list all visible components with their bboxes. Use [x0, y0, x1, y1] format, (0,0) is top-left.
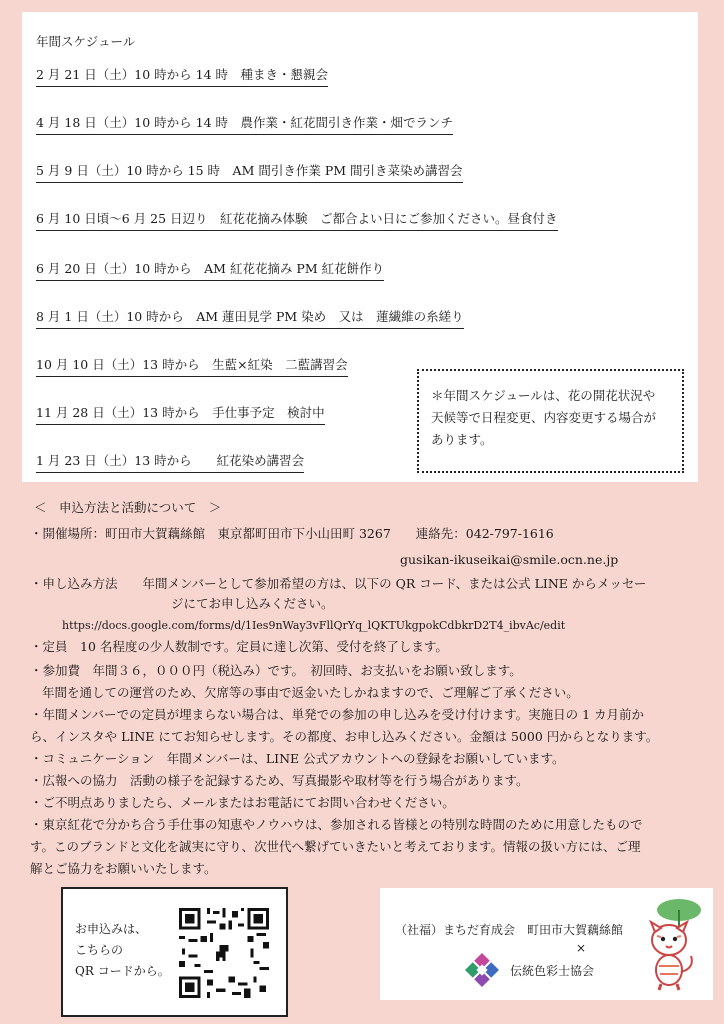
communication-line: ・コミュニケーション 年間メンバーは、LINE 公式アカウントへの登録をお願いしています。 — [30, 751, 565, 766]
inquiry-line: ・ご不明点ありましたら、メールまたはお電話にてお問い合わせください。 — [30, 795, 455, 810]
schedule-title: 年間スケジュール — [36, 34, 136, 49]
single-entry-line: ・年間メンバーでの定員が埋まらない場合は、単発での参加の申し込みを受け付けます。実施日の 1 カ月前か — [30, 707, 645, 722]
publicity-line: ・広報への協力 活動の様子を記録するため、写真撮影や取材等を行う場合があります。 — [30, 773, 529, 788]
schedule-item: 2 月 21 日（土）10 時から 14 時 種まき・懇親会 — [36, 67, 328, 87]
schedule-item: 6 月 10 日頃〜6 月 25 日辺り 紅花花摘み体験 ご都合よい日にご参加ください。昼食付き — [36, 211, 558, 231]
note-line: 天候等で日程変更、内容変更する場合が — [431, 410, 657, 425]
qr-caption-line: こちらの — [75, 943, 124, 957]
qr-box — [61, 887, 288, 1017]
association-logo-icon — [464, 952, 500, 988]
brand-line: ・東京紅花で分かち合う手仕事の知恵やノウハウは、参加される皆様との特別な時間のために用意したもので — [30, 817, 643, 832]
association-name: 伝統色彩士協会 — [510, 964, 595, 978]
schedule-note — [417, 369, 684, 473]
qr-caption-line: QR コードから。 — [75, 964, 170, 978]
single-entry-line: ら、インスタや LINE にてお知らせします。その都度、お申し込みください。金額は 5000 円からとなります。 — [30, 729, 659, 744]
section-heading: ＜ 申込方法と活動について ＞ — [34, 500, 222, 515]
note-line: ＊年間スケジュールは、花の開花状況や — [431, 388, 656, 403]
fee-note-line: 年間を通しての運営のため、欠席等の事由で返金いたしかねますので、ご理解ご了承ください。 — [42, 685, 579, 700]
schedule-item: 1 月 23 日（土）13 時から 紅花染め講習会 — [36, 453, 304, 473]
organization-name: （社福）まちだ育成会 町田市大賀藕絲館 — [395, 923, 624, 937]
organization-box — [380, 888, 713, 1000]
brand-line: 解とご協力をお願いいたします。 — [30, 861, 217, 876]
schedule-item: 10 月 10 日（土）13 時から 生藍×紅染 二藍講習会 — [36, 357, 348, 377]
qr-caption — [75, 919, 170, 982]
schedule-item: 8 月 1 日（土）10 時から AM 蓮田見学 PM 染め 又は 蓮繊維の糸縒り — [36, 309, 464, 329]
qr-caption-line: お申込みは、 — [75, 922, 148, 936]
email-address[interactable]: gusikan-ikuseikai@smile.ocn.ne.jp — [400, 552, 619, 567]
note-line: あります。 — [431, 432, 493, 447]
apply-method-line: ジにてお申し込みください。 — [171, 596, 334, 611]
brand-line: す。このブランドと文化を誠実に守り、次世代へ繋げていきたいと考えております。情報の扱い方には、ご理 — [30, 839, 641, 854]
schedule-item: 4 月 18 日（土）10 時から 14 時 農作業・紅花間引き作業・畑でランチ — [36, 115, 453, 135]
apply-method-line: ・申し込み方法 年間メンバーとして参加希望の方は、以下の QR コード、または公式 LINE からメッセー — [30, 576, 647, 591]
schedule-card — [22, 12, 698, 482]
fee-line: ・参加費 年間３６，０００円（税込み）です。 初回時、お支払いをお願い致します。 — [30, 663, 522, 678]
form-url-link[interactable]: https://docs.google.com/forms/d/1Ies9nWay3vFllQrYq_lQKTUkgpokCdbkrD2T4_ibvAc/edit — [62, 619, 566, 632]
capacity-line: ・定員 10 名程度の少人数制です。定員に達し次第、受付を終了します。 — [30, 639, 448, 654]
collaboration-mark: × — [576, 941, 587, 955]
mascot-illustration-icon — [639, 896, 705, 992]
venue-line: ・開催場所：町田市大賀藕絲館 東京都町田市下小山田町 3267 連絡先：042-797-1616 — [30, 526, 554, 541]
schedule-item: 11 月 28 日（土）13 時から 手仕事予定 検討中 — [36, 405, 325, 425]
qr-code-icon[interactable] — [179, 903, 269, 1003]
schedule-item: 6 月 20 日（土）10 時から AM 紅花花摘み PM 紅花餅作り — [36, 261, 384, 281]
schedule-item: 5 月 9 日（土）10 時から 15 時 AM 間引き作業 PM 間引き菜染め講習会 — [36, 163, 463, 183]
